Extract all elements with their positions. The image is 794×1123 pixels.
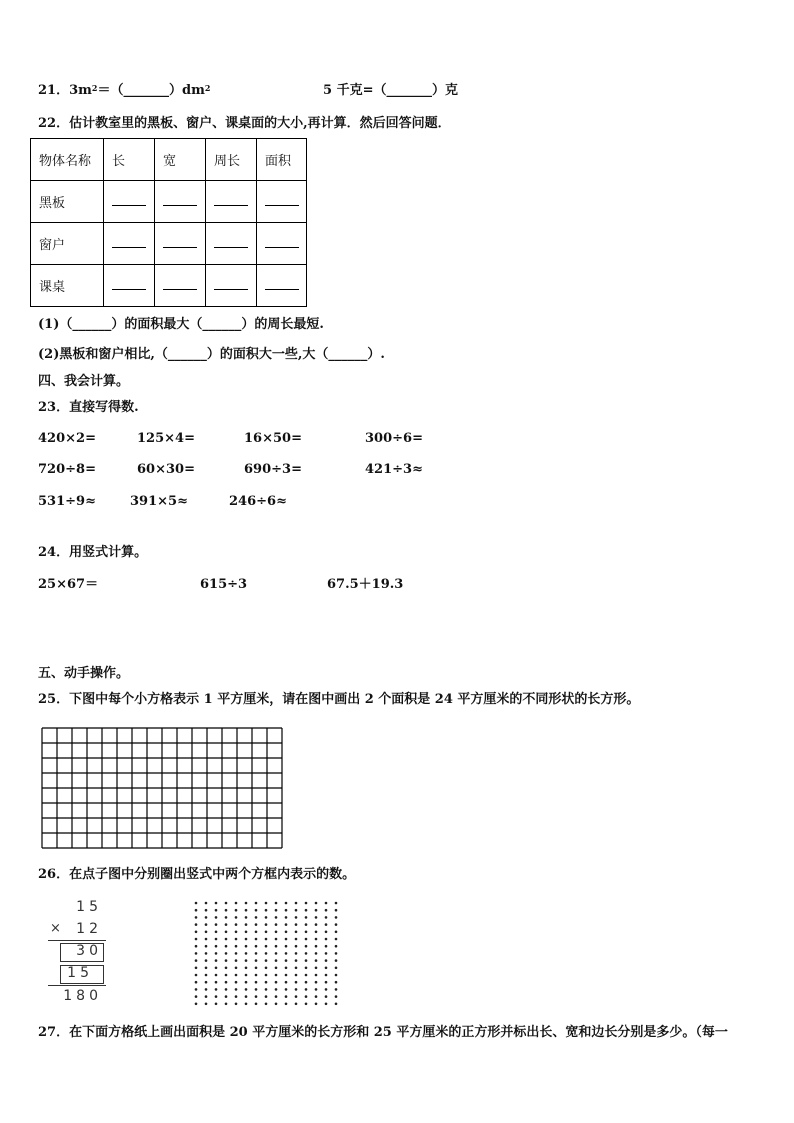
calc-item: 125×4= (137, 431, 195, 446)
dot (315, 1003, 318, 1006)
dot (315, 959, 318, 962)
dot (315, 995, 318, 998)
vertical-multiplication (40, 897, 110, 1007)
dot (305, 923, 308, 926)
dot (245, 981, 248, 984)
dot (315, 902, 318, 905)
dot (255, 981, 258, 984)
dot (195, 1003, 198, 1006)
dot (295, 938, 298, 941)
dot (285, 1003, 288, 1006)
dot (275, 931, 278, 934)
dot (295, 909, 298, 912)
dot (325, 981, 328, 984)
answer-blank[interactable] (257, 181, 307, 223)
dot (325, 923, 328, 926)
dot (295, 952, 298, 955)
dot (295, 923, 298, 926)
dot (325, 974, 328, 977)
dot (295, 959, 298, 962)
multiply-sign: × (50, 921, 61, 936)
dot (245, 988, 248, 991)
dot (195, 916, 198, 919)
dot (325, 902, 328, 905)
dot (195, 995, 198, 998)
dot (205, 988, 208, 991)
dot (305, 945, 308, 948)
answer-blank[interactable] (104, 265, 155, 307)
dot (205, 959, 208, 962)
vertical-divider (48, 940, 106, 941)
dot (305, 1003, 308, 1006)
dot (205, 916, 208, 919)
dot (325, 995, 328, 998)
dot (335, 931, 338, 934)
dot (195, 945, 198, 948)
dot (255, 916, 258, 919)
dot (275, 945, 278, 948)
dot (325, 1003, 328, 1006)
dot (205, 931, 208, 934)
dot (295, 981, 298, 984)
dot (285, 967, 288, 970)
dot (245, 916, 248, 919)
dot (205, 952, 208, 955)
dot (255, 974, 258, 977)
dot (225, 952, 228, 955)
dot (305, 967, 308, 970)
dot (335, 902, 338, 905)
q24-title: 24．用竖式计算。 (38, 545, 148, 560)
dot (235, 974, 238, 977)
dot (325, 959, 328, 962)
dot (225, 938, 228, 941)
table-row-label: 黑板 (31, 181, 104, 223)
dot (265, 923, 268, 926)
dot (265, 952, 268, 955)
dot (295, 945, 298, 948)
dot (205, 974, 208, 977)
table-row-label: 课桌 (31, 265, 104, 307)
dot (335, 938, 338, 941)
dot (235, 988, 238, 991)
dot (235, 923, 238, 926)
q22-sub2: (2)黑板和窗户相比,（______）的面积大一些,大（______）. (38, 347, 385, 362)
dot (265, 931, 268, 934)
dot (295, 931, 298, 934)
dot (295, 974, 298, 977)
table-header-cell: 面积 (257, 139, 307, 181)
q21-part1-pre: 3m (69, 83, 92, 98)
dot (305, 974, 308, 977)
dot (275, 938, 278, 941)
dot (215, 931, 218, 934)
dot (285, 981, 288, 984)
dot (245, 967, 248, 970)
answer-blank[interactable] (206, 265, 257, 307)
q21-part2: 5 千克=（_______）克 (323, 83, 458, 98)
square-grid[interactable] (41, 727, 285, 849)
dot (255, 959, 258, 962)
dot (225, 974, 228, 977)
dot (215, 988, 218, 991)
dot (245, 923, 248, 926)
dot (305, 952, 308, 955)
dot (305, 981, 308, 984)
dot (215, 1003, 218, 1006)
dot (255, 995, 258, 998)
dot (275, 974, 278, 977)
dot (265, 995, 268, 998)
dot (245, 1003, 248, 1006)
dot (235, 967, 238, 970)
dot (245, 938, 248, 941)
dot (295, 995, 298, 998)
dot (315, 952, 318, 955)
dot (325, 945, 328, 948)
dot (265, 981, 268, 984)
dot (305, 988, 308, 991)
dot (195, 909, 198, 912)
dot (265, 902, 268, 905)
dot (255, 923, 258, 926)
dot (215, 938, 218, 941)
dot (335, 945, 338, 948)
dot (205, 981, 208, 984)
answer-blank[interactable] (104, 181, 155, 223)
dot (285, 995, 288, 998)
dot (325, 967, 328, 970)
vertical-partial-1: 30 (76, 943, 102, 959)
q22-sub1: (1)（______）的面积最大（______）的周长最短. (38, 317, 324, 332)
dot (245, 945, 248, 948)
dot (205, 938, 208, 941)
dot (225, 945, 228, 948)
dot (235, 945, 238, 948)
table-header-row (31, 139, 307, 181)
dot (225, 959, 228, 962)
vertical-second-number: 12 (76, 921, 102, 937)
dot (285, 945, 288, 948)
dot (285, 938, 288, 941)
table-header-cell: 物体名称 (31, 139, 104, 181)
dot (285, 916, 288, 919)
dot (205, 909, 208, 912)
dot (235, 952, 238, 955)
dot (295, 902, 298, 905)
dot (305, 938, 308, 941)
dot (195, 959, 198, 962)
dot (315, 988, 318, 991)
dot (295, 1003, 298, 1006)
dot (265, 967, 268, 970)
calc-item: 720÷8= (38, 462, 96, 477)
q26-title: 26．在点子图中分别圈出竖式中两个方框内表示的数。 (38, 867, 356, 882)
dot (235, 981, 238, 984)
dot (235, 916, 238, 919)
dot (315, 931, 318, 934)
dot (205, 902, 208, 905)
dot (245, 995, 248, 998)
vertical-calc-item: 615÷3 (200, 577, 248, 592)
answer-blank[interactable] (155, 181, 206, 223)
dot (325, 916, 328, 919)
dot (295, 916, 298, 919)
dot (265, 909, 268, 912)
calc-item: 690÷3= (244, 462, 302, 477)
table-header-cell: 长 (104, 139, 155, 181)
dot (225, 902, 228, 905)
dot (195, 988, 198, 991)
dot (305, 931, 308, 934)
dot (235, 995, 238, 998)
calc-item: 420×2= (38, 431, 96, 446)
dot (195, 974, 198, 977)
dot (205, 923, 208, 926)
table-row (31, 223, 307, 265)
dot (295, 988, 298, 991)
dot (225, 1003, 228, 1006)
dot (255, 952, 258, 955)
dot (275, 981, 278, 984)
dot (285, 974, 288, 977)
dot (255, 938, 258, 941)
dot (285, 988, 288, 991)
dot (315, 923, 318, 926)
dot (275, 967, 278, 970)
dot (215, 974, 218, 977)
dot (195, 902, 198, 905)
dot (235, 931, 238, 934)
dot (265, 938, 268, 941)
dot (245, 931, 248, 934)
dot (315, 938, 318, 941)
answer-blank[interactable] (206, 181, 257, 223)
dot (195, 938, 198, 941)
dot (195, 981, 198, 984)
dot (335, 995, 338, 998)
vertical-calc-item: 25×67＝ (38, 577, 99, 592)
dot (335, 923, 338, 926)
dot (275, 988, 278, 991)
vertical-top-number: 15 (76, 899, 102, 915)
q21-number: 21． (38, 83, 70, 98)
dot (325, 931, 328, 934)
q27-title: 27．在下面方格纸上画出面积是 20 平方厘米的长方形和 25 平方厘米的正方形并标出长、宽和边长分别是多少。（每一 (38, 1025, 728, 1040)
q21-line1 (38, 83, 210, 99)
dot (265, 988, 268, 991)
calc-item: 531÷9≈ (38, 494, 96, 509)
dot (305, 995, 308, 998)
calc-item: 391×5≈ (130, 494, 188, 509)
vertical-divider (48, 985, 106, 986)
dot (275, 909, 278, 912)
q21-sup2: 2 (204, 83, 211, 93)
dot (255, 902, 258, 905)
answer-blank[interactable] (257, 265, 307, 307)
dot (325, 909, 328, 912)
dot (225, 981, 228, 984)
dot (335, 909, 338, 912)
dot (235, 902, 238, 905)
dot (275, 959, 278, 962)
dot (215, 995, 218, 998)
dot (305, 959, 308, 962)
dot (285, 959, 288, 962)
dot (235, 1003, 238, 1006)
calc-item: 16×50= (244, 431, 302, 446)
vertical-partial-2: 15 (67, 965, 93, 981)
dot (205, 995, 208, 998)
dot (315, 916, 318, 919)
calc-item: 421÷3≈ (365, 462, 423, 477)
dot (225, 923, 228, 926)
dot (335, 916, 338, 919)
dot (275, 902, 278, 905)
answer-blank[interactable] (104, 223, 155, 265)
dot (275, 995, 278, 998)
dot (205, 1003, 208, 1006)
dot (285, 902, 288, 905)
dot (255, 988, 258, 991)
dot (285, 931, 288, 934)
q23-title: 23．直接写得数. (38, 400, 139, 415)
dot (285, 952, 288, 955)
dot (215, 902, 218, 905)
estimate-table (30, 138, 307, 307)
dot (205, 967, 208, 970)
dot (325, 988, 328, 991)
dot (215, 909, 218, 912)
section4-heading: 四、我会计算。 (38, 374, 130, 389)
dot (215, 959, 218, 962)
answer-blank[interactable] (155, 265, 206, 307)
dot (315, 974, 318, 977)
dot (255, 909, 258, 912)
dot (335, 974, 338, 977)
dot (215, 916, 218, 919)
dot (325, 938, 328, 941)
dot (265, 945, 268, 948)
dot (275, 916, 278, 919)
q25-title: 25．下图中每个小方格表示 1 平方厘米，请在图中画出 2 个面积是 24 平方厘米的不同形状的长方形。 (38, 692, 640, 707)
answer-blank[interactable] (257, 223, 307, 265)
dot (335, 981, 338, 984)
section5-heading: 五、动手操作。 (38, 666, 130, 681)
vertical-calc-item: 67.5＋19.3 (327, 577, 404, 592)
dot (335, 967, 338, 970)
dot (205, 945, 208, 948)
dot (335, 988, 338, 991)
dot (235, 938, 238, 941)
dot (295, 967, 298, 970)
dot (195, 967, 198, 970)
q22-title: 22．估计教室里的黑板、窗户、课桌面的大小,再计算．然后回答问题． (38, 116, 451, 131)
dot (275, 1003, 278, 1006)
table-row (31, 265, 307, 307)
dot (225, 967, 228, 970)
table-header-cell: 宽 (155, 139, 206, 181)
dot (195, 923, 198, 926)
dot (235, 959, 238, 962)
calc-item: 246÷6≈ (229, 494, 287, 509)
dot (315, 967, 318, 970)
dot (315, 981, 318, 984)
dot (255, 931, 258, 934)
dot (335, 1003, 338, 1006)
dot (225, 995, 228, 998)
dot (265, 1003, 268, 1006)
dot (305, 916, 308, 919)
dot (215, 952, 218, 955)
dot (245, 959, 248, 962)
dot (225, 916, 228, 919)
dot (255, 1003, 258, 1006)
calc-item: 300÷6= (365, 431, 423, 446)
dot (215, 981, 218, 984)
dot (225, 931, 228, 934)
dot (315, 909, 318, 912)
dot (255, 945, 258, 948)
dot (275, 923, 278, 926)
dot (285, 923, 288, 926)
dot (215, 923, 218, 926)
dot (325, 952, 328, 955)
q21-sup1: 2 (91, 83, 98, 93)
table-header-cell: 周长 (206, 139, 257, 181)
answer-blank[interactable] (155, 223, 206, 265)
dot (195, 931, 198, 934)
dot (255, 967, 258, 970)
dot (315, 945, 318, 948)
dot (305, 909, 308, 912)
dot (235, 909, 238, 912)
dot (285, 909, 288, 912)
q21-part1-mid: ＝（_______）dm (97, 83, 205, 98)
dot (245, 974, 248, 977)
vertical-result: 180 (63, 988, 102, 1004)
dot (195, 952, 198, 955)
dot (265, 974, 268, 977)
dot (265, 916, 268, 919)
answer-blank[interactable] (206, 223, 257, 265)
dot (275, 952, 278, 955)
dot (215, 945, 218, 948)
dot (225, 909, 228, 912)
dot (215, 967, 218, 970)
dot (335, 952, 338, 955)
dot (335, 959, 338, 962)
dot-grid[interactable] (193, 900, 341, 1006)
calc-item: 60×30= (137, 462, 195, 477)
table-row-label: 窗户 (31, 223, 104, 265)
dot (245, 909, 248, 912)
dot (245, 902, 248, 905)
table-row (31, 181, 307, 223)
dot (305, 902, 308, 905)
dot (265, 959, 268, 962)
dot (225, 988, 228, 991)
dot (245, 952, 248, 955)
